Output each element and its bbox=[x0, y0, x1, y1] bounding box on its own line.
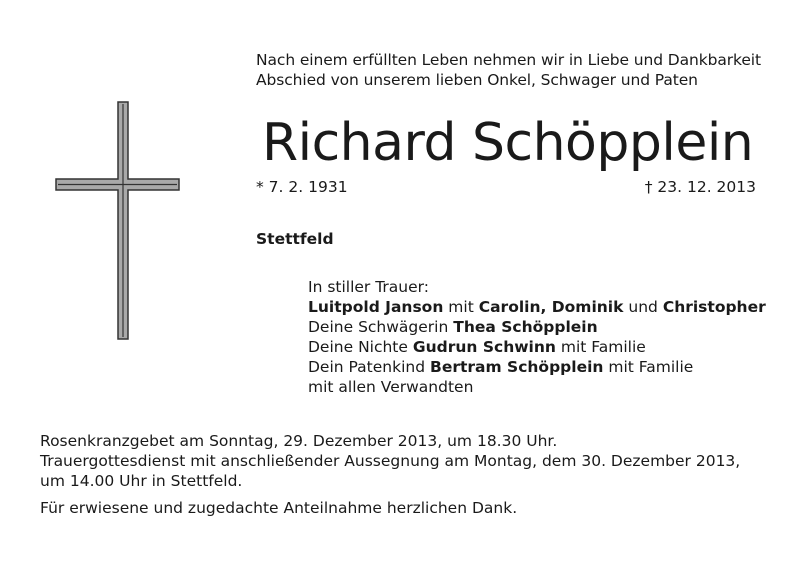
relation-text: Dein Patenkind bbox=[308, 358, 426, 376]
intro-line: Abschied von unserem lieben Onkel, Schwager und Paten bbox=[256, 71, 698, 89]
mourner-row bbox=[308, 337, 766, 357]
mourner-name: Carolin, Dominik bbox=[478, 298, 624, 316]
mourner-name: Christopher bbox=[662, 298, 766, 316]
thanks-line: Für erwiesene und zugedachte Anteilnahme herzlichen Dank. bbox=[40, 499, 518, 517]
connector-text: mit bbox=[448, 298, 474, 316]
mourners-list bbox=[308, 277, 766, 397]
birth-date: * 7. 2. 1931 bbox=[256, 178, 348, 196]
suffix-text: mit Familie bbox=[560, 338, 646, 356]
deceased-name: Richard Schöpplein bbox=[262, 113, 754, 173]
place-name: Stettfeld bbox=[256, 230, 334, 248]
mourner-name: Bertram Schöpplein bbox=[430, 358, 604, 376]
suffix-text: mit Familie bbox=[608, 358, 694, 376]
service-details bbox=[40, 431, 740, 518]
mourners-heading: In stiller Trauer: bbox=[308, 278, 429, 296]
mourner-name: Thea Schöpplein bbox=[453, 318, 598, 336]
mourner-row bbox=[308, 317, 766, 337]
intro-line: Nach einem erfüllten Leben nehmen wir in Liebe und Dankbarkeit bbox=[256, 51, 761, 69]
mourner-name: Luitpold Janson bbox=[308, 298, 444, 316]
mourner-row bbox=[308, 357, 766, 377]
relation-text: Deine Nichte bbox=[308, 338, 408, 356]
relation-text: Deine Schwägerin bbox=[308, 318, 449, 336]
service-line: Rosenkranzgebet am Sonntag, 29. Dezember 2013, um 18.30 Uhr. bbox=[40, 432, 558, 450]
service-line: Trauergottesdienst mit anschließender Aussegnung am Montag, dem 30. Dezember 2013, bbox=[40, 452, 741, 470]
death-date: † 23. 12. 2013 bbox=[644, 178, 756, 196]
mourner-row: mit allen Verwandten bbox=[308, 378, 474, 396]
connector-text: und bbox=[628, 298, 658, 316]
cross-icon bbox=[54, 101, 181, 341]
service-line: um 14.00 Uhr in Stettfeld. bbox=[40, 472, 243, 490]
intro-text bbox=[256, 50, 761, 90]
mourner-name: Gudrun Schwinn bbox=[412, 338, 556, 356]
mourner-row bbox=[308, 297, 766, 317]
